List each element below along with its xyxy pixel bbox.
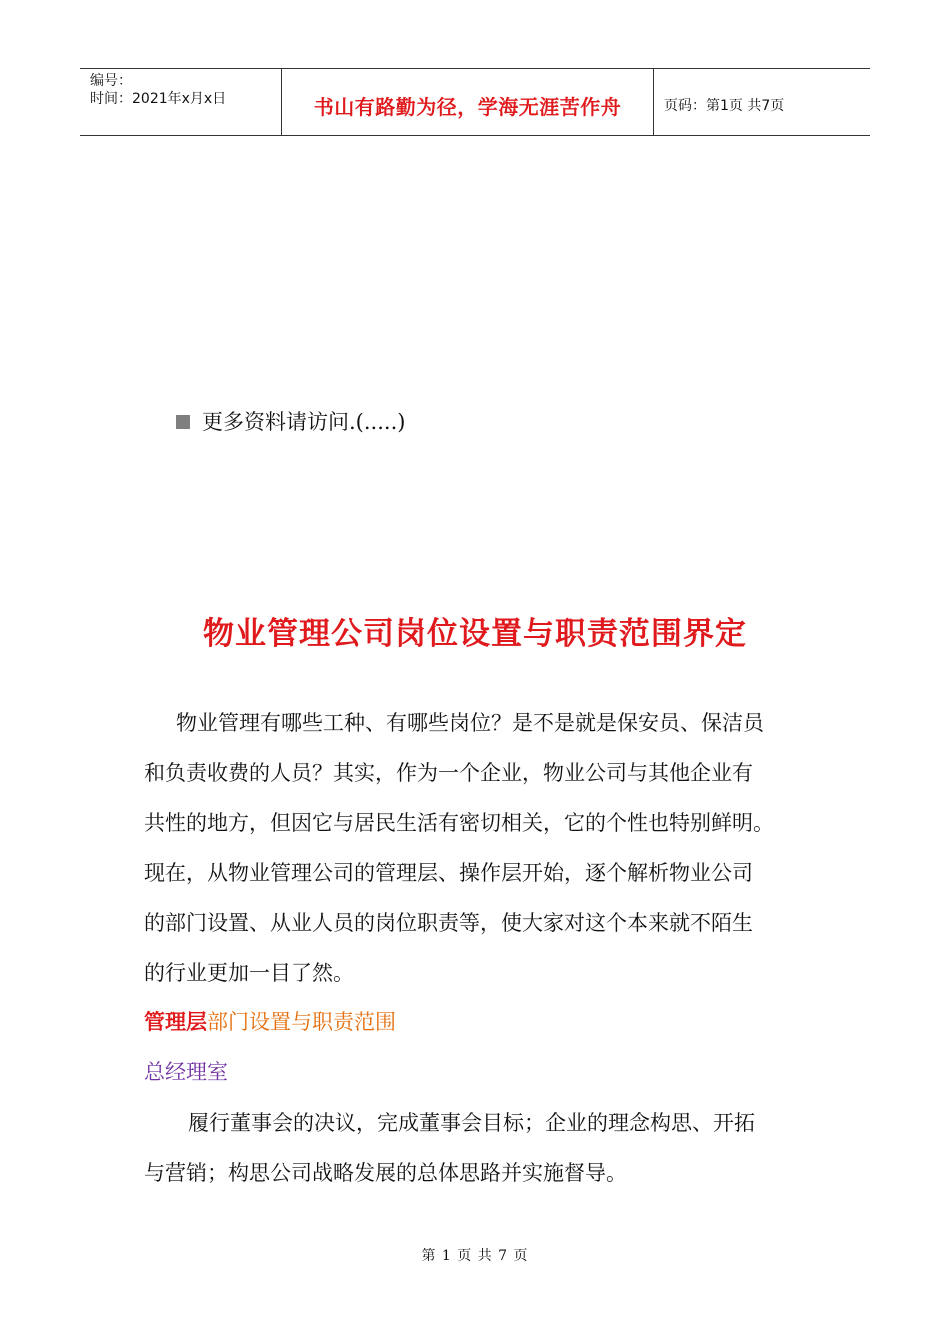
office-paragraph: [144, 1098, 824, 1198]
document-title: 物业管理公司岗位设置与职责范围界定: [203, 616, 747, 652]
office-line: 与营销；构思公司战略发展的总体思路并实施督导。: [144, 1161, 627, 1185]
header-motto: 书山有路勤为径，学海无涯苦作舟: [282, 69, 654, 135]
header-meta: [80, 69, 282, 135]
intro-paragraph: [144, 698, 824, 998]
office-line: 履行董事会的决议，完成董事会目标；企业的理念构思、开拓: [188, 1111, 755, 1135]
square-bullet-icon: [176, 415, 190, 429]
section-heading: [144, 1006, 396, 1038]
header-page-info: 页码：第1页 共7页: [664, 98, 785, 114]
subheading-general-manager-office: 总经理室: [144, 1060, 228, 1084]
section-heading-rest: 部门设置与职责范围: [207, 1010, 396, 1034]
more-info-bullet: [176, 406, 405, 438]
page-header: [80, 68, 870, 136]
intro-line: 物业管理有哪些工种、有哪些岗位？是不是就是保安员、保洁员: [176, 711, 764, 735]
section-heading-strong: 管理层: [144, 1010, 207, 1034]
serial-label: 编号：: [90, 73, 132, 89]
intro-line: 和负责收费的人员？其实，作为一个企业，物业公司与其他企业有: [144, 761, 753, 785]
intro-line: 现在，从物业管理公司的管理层、操作层开始，逐个解析物业公司: [144, 861, 753, 885]
time-label: 时间：2021年x月x日: [90, 91, 227, 107]
page-footer: 第 1 页 共 7 页: [421, 1248, 529, 1264]
more-info-text: 更多资料请访问.(.....): [202, 410, 406, 434]
intro-line: 的部门设置、从业人员的岗位职责等，使大家对这个本来就不陌生: [144, 911, 753, 935]
intro-line: 的行业更加一目了然。: [144, 961, 354, 985]
intro-line: 共性的地方，但因它与居民生活有密切相关，它的个性也特别鲜明。: [144, 811, 774, 835]
